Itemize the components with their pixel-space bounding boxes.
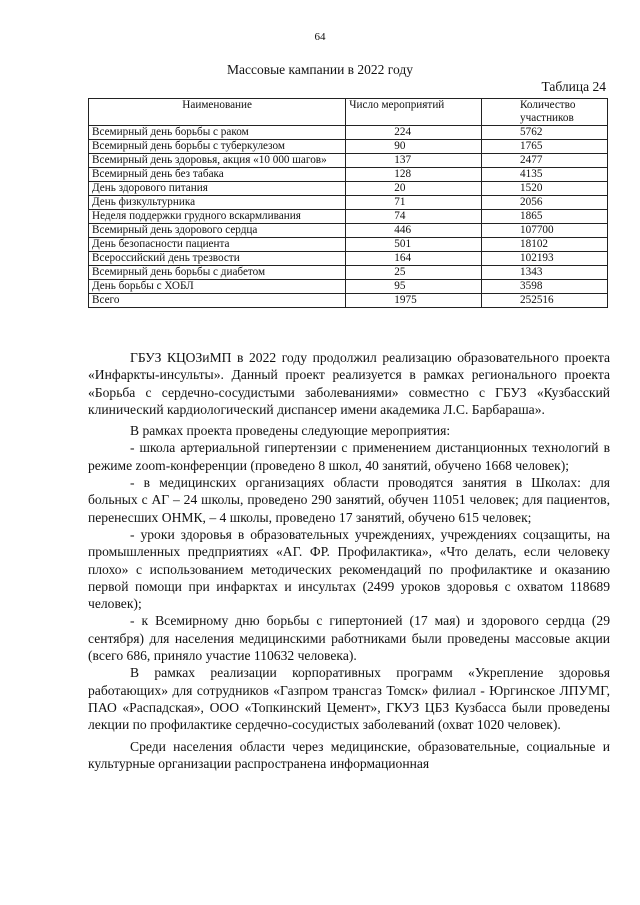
cell-name: День здорового питания xyxy=(89,182,346,196)
table-row xyxy=(89,126,608,140)
cell-participants: 1765 xyxy=(482,140,608,154)
cell-name: Всемирный день здоровья, акция «10 000 шагов» xyxy=(89,154,346,168)
paragraph: ГБУЗ КЦОЗиМП в 2022 году продолжил реализацию образовательного проекта «Инфаркты-инсульты». Данный проект реализуется в рамках регионального проекта «Борьба с сердечно-сосудистыми заболеваниями» совместно с ГБУЗ «Кузбасский клинический кардиологический диспансер имени академика Л.С. Барбараша». xyxy=(88,350,610,417)
cell-events: 90 xyxy=(346,140,482,154)
cell-participants: 1865 xyxy=(482,210,608,224)
cell-name: Всемирный день борьбы с туберкулезом xyxy=(89,140,346,154)
cell-name: Всемирный день борьбы с диабетом xyxy=(89,266,346,280)
cell-events: 137 xyxy=(346,154,482,168)
table-row xyxy=(89,154,608,168)
cell-events: 74 xyxy=(346,210,482,224)
table-header-row xyxy=(89,99,608,126)
campaigns-table xyxy=(88,98,608,308)
cell-participants: 102193 xyxy=(482,252,608,266)
cell-participants: 4135 xyxy=(482,168,608,182)
table-row xyxy=(89,252,608,266)
cell-participants: 107700 xyxy=(482,224,608,238)
cell-events: 95 xyxy=(346,280,482,294)
paragraph: В рамках реализации корпоративных программ «Укрепление здоровья работающих» для сотрудников «Газпром трансгаз Томск» филиал - Юргинское ЛПУМГ, ПАО «Распадская», ООО «Топкинский Цемент», ГКУЗ ЦБЗ Кузбасса были проведены лекции по профилактике сердечно-сосудистых заболеваний (охват 1020 человек). xyxy=(88,665,610,733)
cell-events: 1975 xyxy=(346,294,482,308)
cell-events: 501 xyxy=(346,238,482,252)
cell-name: День борьбы с ХОБЛ xyxy=(89,280,346,294)
column-header-name: Наименование xyxy=(89,99,346,126)
cell-participants: 1343 xyxy=(482,266,608,280)
paragraph: - к Всемирному дню борьбы с гипертонией (17 мая) и здорового сердца (29 сентября) для населения медицинскими работниками были проведены массовые акции (всего 686, приняло участие 110632 человека). xyxy=(88,613,610,664)
cell-name: Всероссийский день трезвости xyxy=(89,252,346,266)
paragraph: - школа артериальной гипертензии с применением дистанционных технологий в режиме zoom-конференции (проведено 8 школ, 40 занятий, обучено 1668 человек); xyxy=(88,440,610,473)
table-row xyxy=(89,238,608,252)
paragraph: - в медицинских организациях области проводятся занятия в Школах: для больных с АГ – 24 школы, проведено 290 занятий, обучен 11051 человек; для пациентов, перенесших ОНМК, – 4 школы, проведено 17 занятий, обучено 615 человек; xyxy=(88,475,610,525)
table-row xyxy=(89,266,608,280)
cell-name: Неделя поддержки грудного вскармливания xyxy=(89,210,346,224)
cell-participants: 1520 xyxy=(482,182,608,196)
body-text xyxy=(88,349,610,772)
cell-events: 20 xyxy=(346,182,482,196)
column-header-participants: Количество участников xyxy=(482,99,608,126)
table-row xyxy=(89,224,608,238)
cell-participants: 2056 xyxy=(482,196,608,210)
table-row xyxy=(89,140,608,154)
cell-name: День безопасности пациента xyxy=(89,238,346,252)
cell-participants: 3598 xyxy=(482,280,608,294)
cell-name: Всемирный день борьбы с раком xyxy=(89,126,346,140)
table-row xyxy=(89,196,608,210)
cell-name: Всего xyxy=(89,294,346,308)
table-body xyxy=(89,126,608,308)
table-row xyxy=(89,210,608,224)
table-row xyxy=(89,294,608,308)
paragraph: В рамках проекта проведены следующие мероприятия: xyxy=(130,423,451,439)
paragraph: - уроки здоровья в образовательных учреждениях, учреждениях соцзащиты, на промышленных предприятиях «АГ. ФР. Профилактика», «Что делать, если человеку плохо» с использованием методических рекомендаций по профилактике и оказанию первой помощи при инфарктах и инсультах (2499 уроков здоровья с охватом 118689 человек); xyxy=(88,526,610,612)
cell-name: Всемирный день здорового сердца xyxy=(89,224,346,238)
column-header-events: Число мероприятий xyxy=(346,99,482,126)
table-row xyxy=(89,280,608,294)
cell-events: 224 xyxy=(346,126,482,140)
table-row xyxy=(89,168,608,182)
cell-events: 128 xyxy=(346,168,482,182)
cell-events: 446 xyxy=(346,224,482,238)
cell-events: 71 xyxy=(346,196,482,210)
cell-participants: 252516 xyxy=(482,294,608,308)
paragraph: Среди населения области через медицинские, образовательные, социальные и культурные организации распространена информационная xyxy=(88,738,610,771)
cell-participants: 2477 xyxy=(482,154,608,168)
cell-events: 164 xyxy=(346,252,482,266)
cell-events: 25 xyxy=(346,266,482,280)
table-row xyxy=(89,182,608,196)
page-number: 64 xyxy=(314,31,326,43)
table-label: Таблица 24 xyxy=(541,79,606,94)
cell-participants: 18102 xyxy=(482,238,608,252)
cell-participants: 5762 xyxy=(482,126,608,140)
cell-name: День физкультурника xyxy=(89,196,346,210)
page-title: Массовые кампании в 2022 году xyxy=(226,62,413,77)
cell-name: Всемирный день без табака xyxy=(89,168,346,182)
